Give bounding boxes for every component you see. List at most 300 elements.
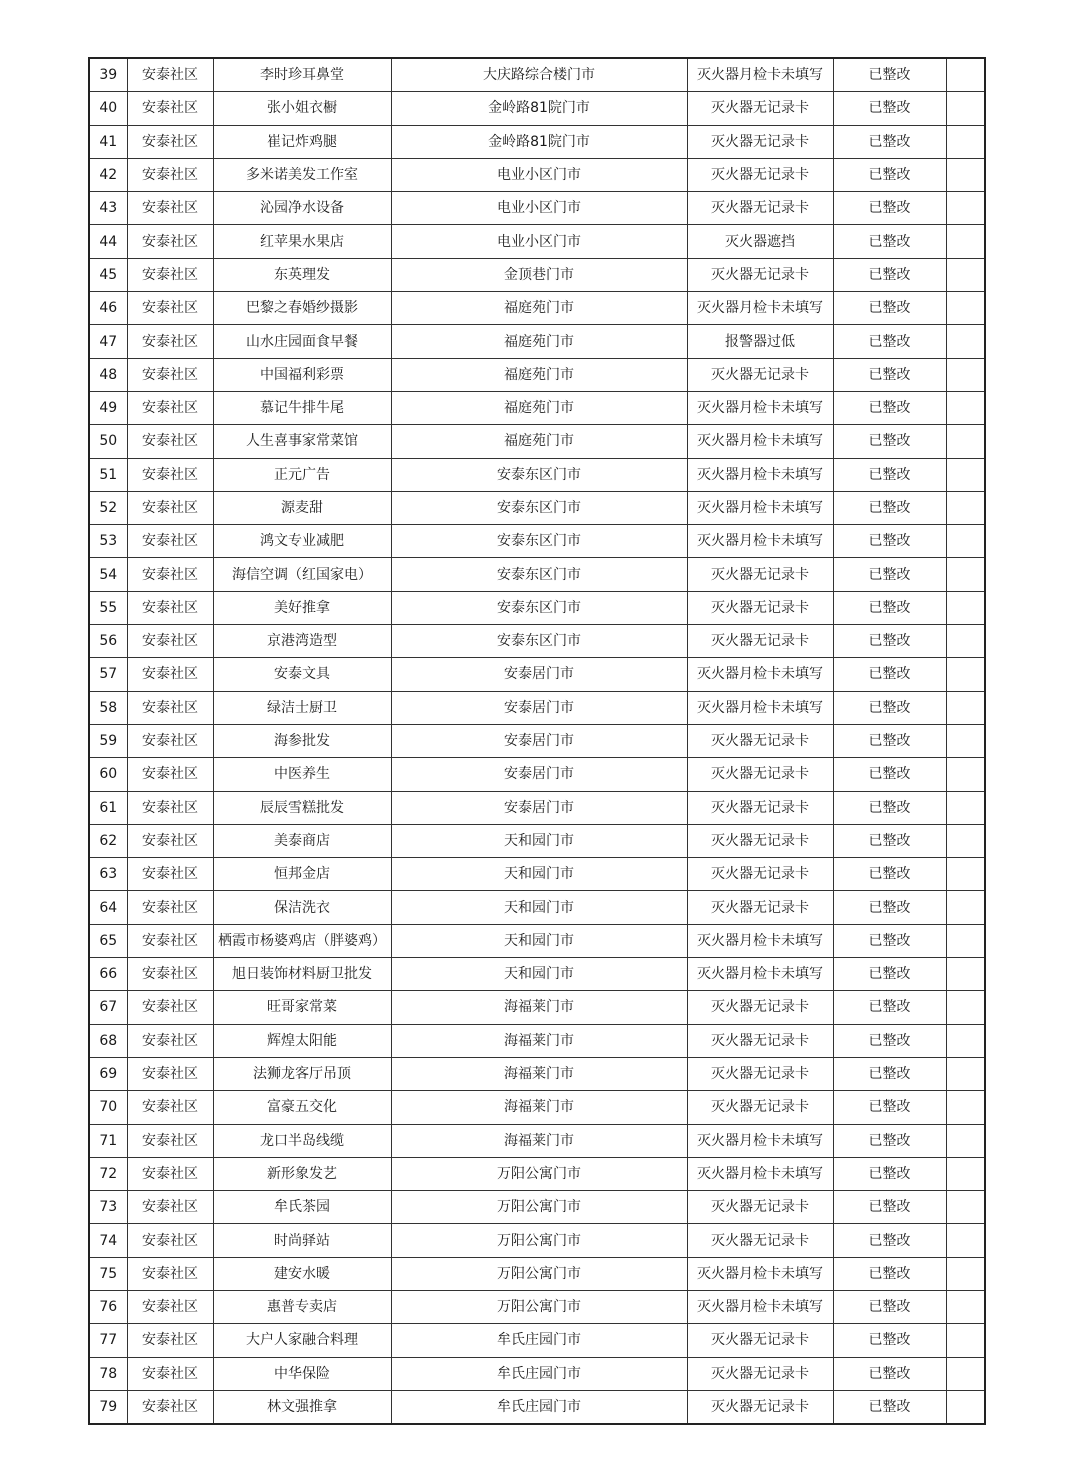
issue-cell: 灭火器无记录卡	[687, 158, 833, 191]
note-cell	[946, 758, 985, 791]
location-cell: 海福莱门市	[391, 1124, 687, 1157]
issue-cell: 灭火器月检卡未填写	[687, 425, 833, 458]
table-row	[89, 691, 985, 724]
status-cell: 已整改	[833, 625, 946, 658]
location-cell: 天和园门市	[391, 858, 687, 891]
community-cell: 安泰社区	[127, 824, 213, 857]
shop-name-cell: 辰辰雪糕批发	[213, 791, 391, 824]
status-cell: 已整改	[833, 924, 946, 957]
issue-cell: 灭火器无记录卡	[687, 724, 833, 757]
community-cell: 安泰社区	[127, 358, 213, 391]
issue-cell: 灭火器无记录卡	[687, 1091, 833, 1124]
community-cell: 安泰社区	[127, 1257, 213, 1290]
location-cell: 海福莱门市	[391, 1024, 687, 1057]
issue-cell: 报警器过低	[687, 325, 833, 358]
issue-cell: 灭火器月检卡未填写	[687, 1290, 833, 1323]
note-cell	[946, 425, 985, 458]
note-cell	[946, 491, 985, 524]
status-cell: 已整改	[833, 1224, 946, 1257]
location-cell: 福庭苑门市	[391, 391, 687, 424]
row-number: 41	[89, 125, 127, 158]
community-cell: 安泰社区	[127, 1191, 213, 1224]
location-cell: 福庭苑门市	[391, 425, 687, 458]
status-cell: 已整改	[833, 325, 946, 358]
shop-name-cell: 建安水暖	[213, 1257, 391, 1290]
issue-cell: 灭火器月检卡未填写	[687, 391, 833, 424]
shop-name-cell: 李时珍耳鼻堂	[213, 58, 391, 92]
table-row	[89, 1390, 985, 1424]
row-number: 79	[89, 1390, 127, 1424]
shop-name-cell: 旺哥家常菜	[213, 991, 391, 1024]
row-number: 43	[89, 192, 127, 225]
community-cell: 安泰社区	[127, 325, 213, 358]
location-cell: 天和园门市	[391, 824, 687, 857]
table-row	[89, 92, 985, 125]
row-number: 63	[89, 858, 127, 891]
issue-cell: 灭火器月检卡未填写	[687, 1257, 833, 1290]
row-number: 69	[89, 1057, 127, 1090]
issue-cell: 灭火器无记录卡	[687, 92, 833, 125]
row-number: 61	[89, 791, 127, 824]
community-cell: 安泰社区	[127, 58, 213, 92]
status-cell: 已整改	[833, 591, 946, 624]
location-cell: 安泰居门市	[391, 758, 687, 791]
table-row	[89, 724, 985, 757]
table-row	[89, 1157, 985, 1190]
shop-name-cell: 时尚驿站	[213, 1224, 391, 1257]
row-number: 52	[89, 491, 127, 524]
issue-cell: 灭火器无记录卡	[687, 192, 833, 225]
issue-cell: 灭火器无记录卡	[687, 358, 833, 391]
shop-name-cell: 中国福利彩票	[213, 358, 391, 391]
note-cell	[946, 1357, 985, 1390]
row-number: 42	[89, 158, 127, 191]
issue-cell: 灭火器月检卡未填写	[687, 458, 833, 491]
issue-cell: 灭火器月检卡未填写	[687, 525, 833, 558]
row-number: 56	[89, 625, 127, 658]
status-cell: 已整改	[833, 1091, 946, 1124]
status-cell: 已整改	[833, 691, 946, 724]
issue-cell: 灭火器无记录卡	[687, 1357, 833, 1390]
shop-name-cell: 海信空调（红国家电）	[213, 558, 391, 591]
issue-cell: 灭火器无记录卡	[687, 1024, 833, 1057]
shop-name-cell: 鸿文专业减肥	[213, 525, 391, 558]
row-number: 74	[89, 1224, 127, 1257]
location-cell: 天和园门市	[391, 924, 687, 957]
table-row	[89, 258, 985, 291]
row-number: 39	[89, 58, 127, 92]
community-cell: 安泰社区	[127, 125, 213, 158]
inspection-table	[88, 57, 986, 1425]
shop-name-cell: 恒邦金店	[213, 858, 391, 891]
shop-name-cell: 崔记炸鸡腿	[213, 125, 391, 158]
table-row	[89, 1191, 985, 1224]
table-row	[89, 1257, 985, 1290]
note-cell	[946, 1324, 985, 1357]
table-row	[89, 325, 985, 358]
issue-cell: 灭火器无记录卡	[687, 1390, 833, 1424]
issue-cell: 灭火器月检卡未填写	[687, 691, 833, 724]
row-number: 45	[89, 258, 127, 291]
issue-cell: 灭火器月检卡未填写	[687, 958, 833, 991]
status-cell: 已整改	[833, 58, 946, 92]
community-cell: 安泰社区	[127, 491, 213, 524]
community-cell: 安泰社区	[127, 258, 213, 291]
row-number: 64	[89, 891, 127, 924]
note-cell	[946, 625, 985, 658]
table-row	[89, 558, 985, 591]
status-cell: 已整改	[833, 991, 946, 1024]
row-number: 58	[89, 691, 127, 724]
table-row	[89, 991, 985, 1024]
note-cell	[946, 1124, 985, 1157]
shop-name-cell: 法狮龙客厅吊顶	[213, 1057, 391, 1090]
table-row	[89, 225, 985, 258]
location-cell: 电业小区门市	[391, 225, 687, 258]
location-cell: 安泰居门市	[391, 724, 687, 757]
shop-name-cell: 沁园净水设备	[213, 192, 391, 225]
row-number: 75	[89, 1257, 127, 1290]
status-cell: 已整改	[833, 1290, 946, 1323]
status-cell: 已整改	[833, 292, 946, 325]
issue-cell: 灭火器无记录卡	[687, 1324, 833, 1357]
row-number: 44	[89, 225, 127, 258]
community-cell: 安泰社区	[127, 591, 213, 624]
row-number: 73	[89, 1191, 127, 1224]
note-cell	[946, 1224, 985, 1257]
status-cell: 已整改	[833, 1157, 946, 1190]
shop-name-cell: 海参批发	[213, 724, 391, 757]
status-cell: 已整改	[833, 758, 946, 791]
note-cell	[946, 1057, 985, 1090]
issue-cell: 灭火器无记录卡	[687, 991, 833, 1024]
row-number: 48	[89, 358, 127, 391]
shop-name-cell: 美泰商店	[213, 824, 391, 857]
note-cell	[946, 391, 985, 424]
table-row	[89, 1357, 985, 1390]
document-page	[88, 57, 1080, 1425]
community-cell: 安泰社区	[127, 1324, 213, 1357]
issue-cell: 灭火器月检卡未填写	[687, 1157, 833, 1190]
shop-name-cell: 龙口半岛线缆	[213, 1124, 391, 1157]
community-cell: 安泰社区	[127, 1390, 213, 1424]
shop-name-cell: 京港湾造型	[213, 625, 391, 658]
note-cell	[946, 125, 985, 158]
status-cell: 已整改	[833, 458, 946, 491]
shop-name-cell: 新形象发艺	[213, 1157, 391, 1190]
note-cell	[946, 658, 985, 691]
table-row	[89, 125, 985, 158]
note-cell	[946, 558, 985, 591]
issue-cell: 灭火器无记录卡	[687, 758, 833, 791]
table-row	[89, 58, 985, 92]
status-cell: 已整改	[833, 425, 946, 458]
issue-cell: 灭火器无记录卡	[687, 1057, 833, 1090]
table-row	[89, 458, 985, 491]
community-cell: 安泰社区	[127, 1024, 213, 1057]
note-cell	[946, 292, 985, 325]
issue-cell: 灭火器无记录卡	[687, 1224, 833, 1257]
community-cell: 安泰社区	[127, 558, 213, 591]
status-cell: 已整改	[833, 558, 946, 591]
status-cell: 已整改	[833, 92, 946, 125]
community-cell: 安泰社区	[127, 958, 213, 991]
table-row	[89, 1091, 985, 1124]
issue-cell: 灭火器月检卡未填写	[687, 1124, 833, 1157]
row-number: 55	[89, 591, 127, 624]
shop-name-cell: 慕记牛排牛尾	[213, 391, 391, 424]
table-row	[89, 292, 985, 325]
note-cell	[946, 58, 985, 92]
note-cell	[946, 791, 985, 824]
table-row	[89, 625, 985, 658]
issue-cell: 灭火器月检卡未填写	[687, 292, 833, 325]
note-cell	[946, 824, 985, 857]
note-cell	[946, 691, 985, 724]
table-row	[89, 891, 985, 924]
shop-name-cell: 正元广告	[213, 458, 391, 491]
note-cell	[946, 1290, 985, 1323]
status-cell: 已整改	[833, 225, 946, 258]
shop-name-cell: 安泰文具	[213, 658, 391, 691]
note-cell	[946, 92, 985, 125]
community-cell: 安泰社区	[127, 924, 213, 957]
location-cell: 安泰东区门市	[391, 458, 687, 491]
shop-name-cell: 保洁洗衣	[213, 891, 391, 924]
status-cell: 已整改	[833, 658, 946, 691]
table-row	[89, 658, 985, 691]
issue-cell: 灭火器月检卡未填写	[687, 924, 833, 957]
row-number: 47	[89, 325, 127, 358]
note-cell	[946, 458, 985, 491]
community-cell: 安泰社区	[127, 1224, 213, 1257]
location-cell: 天和园门市	[391, 958, 687, 991]
location-cell: 海福莱门市	[391, 1091, 687, 1124]
table-row	[89, 1324, 985, 1357]
community-cell: 安泰社区	[127, 891, 213, 924]
row-number: 60	[89, 758, 127, 791]
note-cell	[946, 158, 985, 191]
shop-name-cell: 美好推拿	[213, 591, 391, 624]
shop-name-cell: 源麦甜	[213, 491, 391, 524]
note-cell	[946, 1257, 985, 1290]
location-cell: 牟氏庄园门市	[391, 1324, 687, 1357]
location-cell: 安泰居门市	[391, 691, 687, 724]
status-cell: 已整改	[833, 1024, 946, 1057]
issue-cell: 灭火器无记录卡	[687, 625, 833, 658]
location-cell: 安泰东区门市	[391, 491, 687, 524]
row-number: 71	[89, 1124, 127, 1157]
row-number: 59	[89, 724, 127, 757]
note-cell	[946, 858, 985, 891]
shop-name-cell: 大户人家融合料理	[213, 1324, 391, 1357]
row-number: 72	[89, 1157, 127, 1190]
row-number: 53	[89, 525, 127, 558]
shop-name-cell: 栖霞市杨婆鸡店（胖婆鸡）	[213, 924, 391, 957]
status-cell: 已整改	[833, 958, 946, 991]
community-cell: 安泰社区	[127, 625, 213, 658]
table-row	[89, 1057, 985, 1090]
issue-cell: 灭火器月检卡未填写	[687, 491, 833, 524]
community-cell: 安泰社区	[127, 225, 213, 258]
community-cell: 安泰社区	[127, 724, 213, 757]
community-cell: 安泰社区	[127, 158, 213, 191]
shop-name-cell: 惠普专卖店	[213, 1290, 391, 1323]
note-cell	[946, 225, 985, 258]
issue-cell: 灭火器无记录卡	[687, 824, 833, 857]
status-cell: 已整改	[833, 1057, 946, 1090]
location-cell: 福庭苑门市	[391, 358, 687, 391]
shop-name-cell: 张小姐衣橱	[213, 92, 391, 125]
table-row	[89, 924, 985, 957]
row-number: 49	[89, 391, 127, 424]
row-number: 40	[89, 92, 127, 125]
location-cell: 安泰东区门市	[391, 625, 687, 658]
status-cell: 已整改	[833, 491, 946, 524]
row-number: 77	[89, 1324, 127, 1357]
status-cell: 已整改	[833, 125, 946, 158]
note-cell	[946, 1091, 985, 1124]
shop-name-cell: 多米诺美发工作室	[213, 158, 391, 191]
table-row	[89, 358, 985, 391]
note-cell	[946, 958, 985, 991]
issue-cell: 灭火器无记录卡	[687, 558, 833, 591]
table-row	[89, 1290, 985, 1323]
table-body	[89, 58, 985, 1424]
location-cell: 牟氏庄园门市	[391, 1390, 687, 1424]
table-row	[89, 525, 985, 558]
shop-name-cell: 牟氏茶园	[213, 1191, 391, 1224]
status-cell: 已整改	[833, 158, 946, 191]
table-row	[89, 425, 985, 458]
table-row	[89, 824, 985, 857]
row-number: 62	[89, 824, 127, 857]
location-cell: 安泰居门市	[391, 791, 687, 824]
shop-name-cell: 东英理发	[213, 258, 391, 291]
status-cell: 已整改	[833, 891, 946, 924]
issue-cell: 灭火器月检卡未填写	[687, 58, 833, 92]
shop-name-cell: 旭日装饰材料厨卫批发	[213, 958, 391, 991]
status-cell: 已整改	[833, 824, 946, 857]
shop-name-cell: 富豪五交化	[213, 1091, 391, 1124]
table-row	[89, 1224, 985, 1257]
community-cell: 安泰社区	[127, 1057, 213, 1090]
community-cell: 安泰社区	[127, 192, 213, 225]
row-number: 76	[89, 1290, 127, 1323]
table-row	[89, 858, 985, 891]
note-cell	[946, 924, 985, 957]
location-cell: 万阳公寓门市	[391, 1257, 687, 1290]
shop-name-cell: 巴黎之春婚纱摄影	[213, 292, 391, 325]
row-number: 46	[89, 292, 127, 325]
status-cell: 已整改	[833, 258, 946, 291]
status-cell: 已整改	[833, 192, 946, 225]
location-cell: 万阳公寓门市	[391, 1191, 687, 1224]
status-cell: 已整改	[833, 525, 946, 558]
community-cell: 安泰社区	[127, 1091, 213, 1124]
location-cell: 牟氏庄园门市	[391, 1357, 687, 1390]
location-cell: 海福莱门市	[391, 1057, 687, 1090]
issue-cell: 灭火器遮挡	[687, 225, 833, 258]
community-cell: 安泰社区	[127, 525, 213, 558]
location-cell: 大庆路综合楼门市	[391, 58, 687, 92]
issue-cell: 灭火器无记录卡	[687, 258, 833, 291]
status-cell: 已整改	[833, 1191, 946, 1224]
row-number: 57	[89, 658, 127, 691]
location-cell: 金岭路81院门市	[391, 125, 687, 158]
table-row	[89, 1124, 985, 1157]
status-cell: 已整改	[833, 791, 946, 824]
table-row	[89, 591, 985, 624]
note-cell	[946, 1191, 985, 1224]
shop-name-cell: 人生喜事家常菜馆	[213, 425, 391, 458]
location-cell: 电业小区门市	[391, 192, 687, 225]
shop-name-cell: 辉煌太阳能	[213, 1024, 391, 1057]
table-row	[89, 758, 985, 791]
community-cell: 安泰社区	[127, 758, 213, 791]
row-number: 54	[89, 558, 127, 591]
location-cell: 万阳公寓门市	[391, 1157, 687, 1190]
table-row	[89, 192, 985, 225]
note-cell	[946, 1024, 985, 1057]
row-number: 78	[89, 1357, 127, 1390]
issue-cell: 灭火器月检卡未填写	[687, 658, 833, 691]
note-cell	[946, 1157, 985, 1190]
status-cell: 已整改	[833, 858, 946, 891]
shop-name-cell: 林文强推拿	[213, 1390, 391, 1424]
issue-cell: 灭火器无记录卡	[687, 791, 833, 824]
status-cell: 已整改	[833, 1124, 946, 1157]
community-cell: 安泰社区	[127, 858, 213, 891]
table-row	[89, 158, 985, 191]
issue-cell: 灭火器无记录卡	[687, 1191, 833, 1224]
location-cell: 万阳公寓门市	[391, 1224, 687, 1257]
table-row	[89, 958, 985, 991]
row-number: 70	[89, 1091, 127, 1124]
location-cell: 电业小区门市	[391, 158, 687, 191]
row-number: 65	[89, 924, 127, 957]
note-cell	[946, 591, 985, 624]
note-cell	[946, 192, 985, 225]
row-number: 50	[89, 425, 127, 458]
row-number: 68	[89, 1024, 127, 1057]
issue-cell: 灭火器无记录卡	[687, 858, 833, 891]
status-cell: 已整改	[833, 1357, 946, 1390]
shop-name-cell: 中华保险	[213, 1357, 391, 1390]
note-cell	[946, 358, 985, 391]
location-cell: 海福莱门市	[391, 991, 687, 1024]
status-cell: 已整改	[833, 724, 946, 757]
community-cell: 安泰社区	[127, 292, 213, 325]
status-cell: 已整改	[833, 358, 946, 391]
row-number: 51	[89, 458, 127, 491]
community-cell: 安泰社区	[127, 1124, 213, 1157]
location-cell: 安泰东区门市	[391, 591, 687, 624]
table-row	[89, 791, 985, 824]
location-cell: 天和园门市	[391, 891, 687, 924]
note-cell	[946, 525, 985, 558]
row-number: 67	[89, 991, 127, 1024]
note-cell	[946, 1390, 985, 1424]
location-cell: 福庭苑门市	[391, 325, 687, 358]
note-cell	[946, 258, 985, 291]
location-cell: 福庭苑门市	[391, 292, 687, 325]
community-cell: 安泰社区	[127, 991, 213, 1024]
community-cell: 安泰社区	[127, 691, 213, 724]
location-cell: 安泰居门市	[391, 658, 687, 691]
community-cell: 安泰社区	[127, 458, 213, 491]
community-cell: 安泰社区	[127, 658, 213, 691]
